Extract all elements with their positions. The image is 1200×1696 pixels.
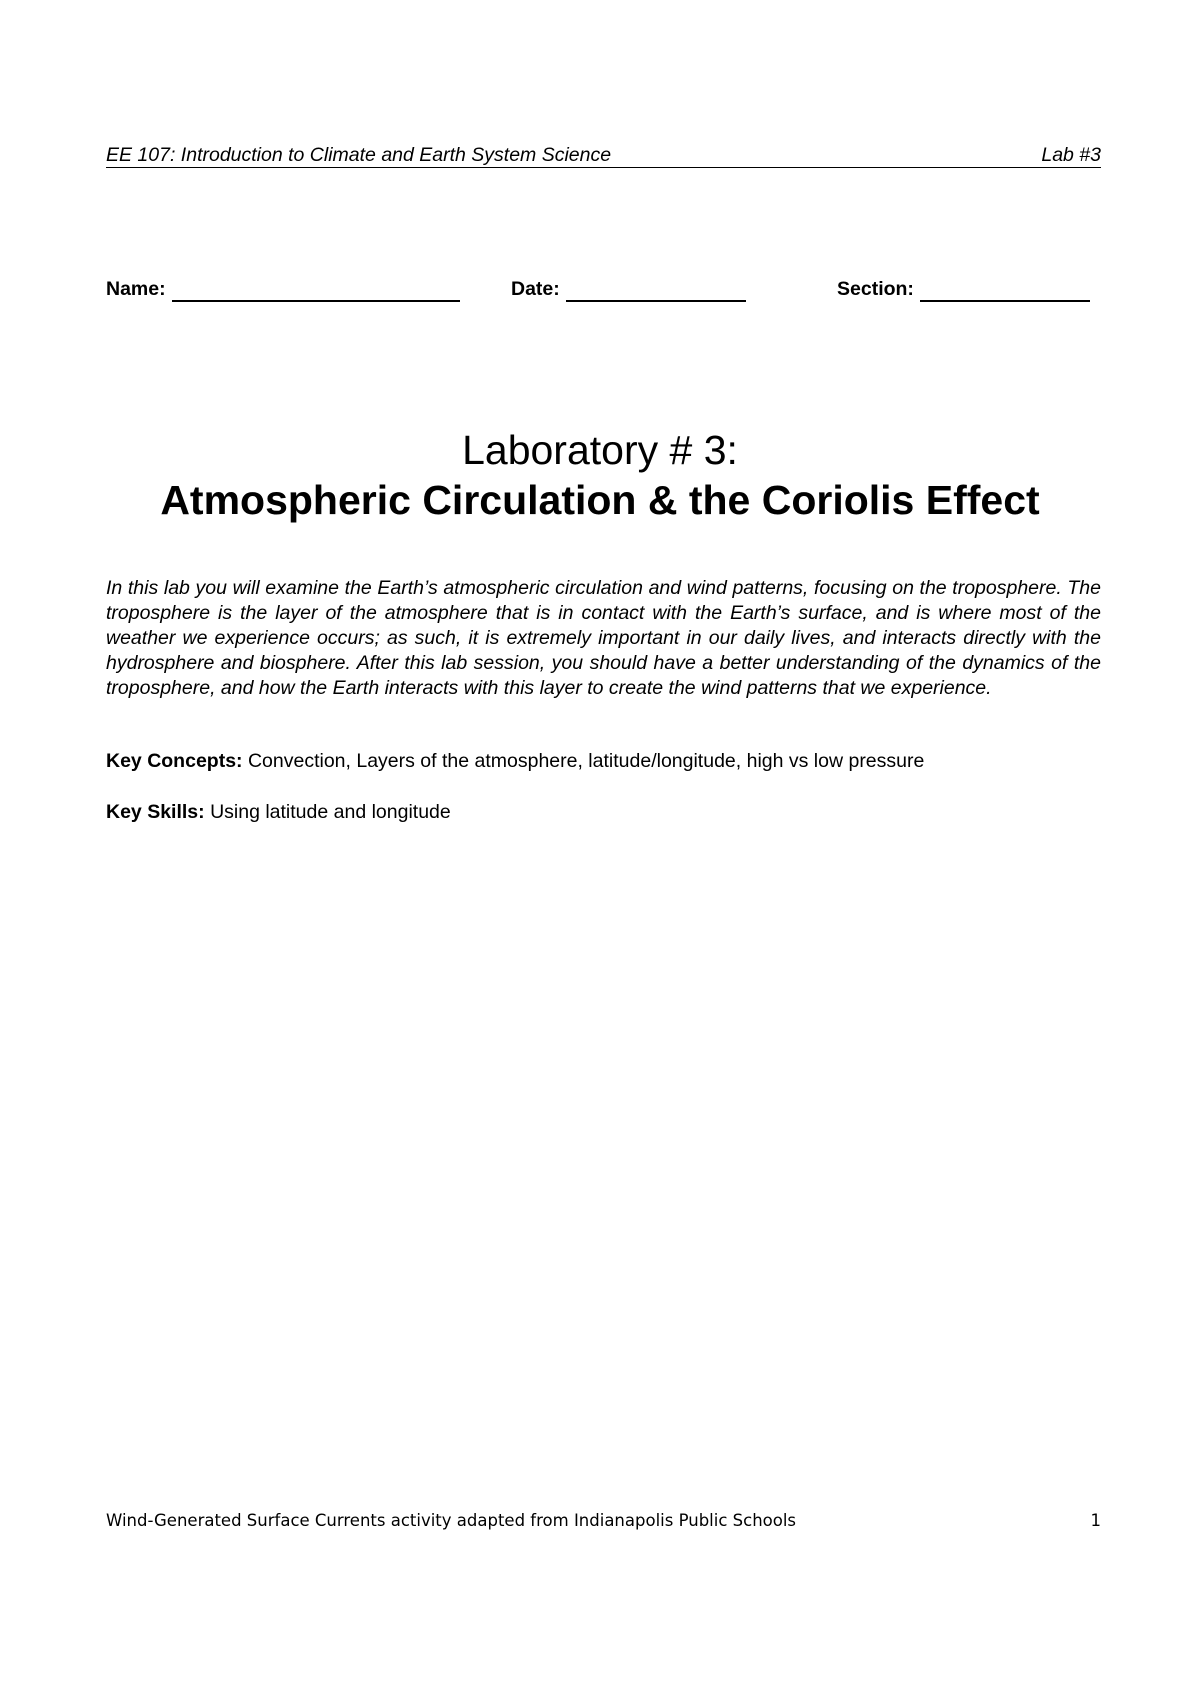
key-skills-label: Key Skills:	[106, 801, 205, 823]
section-blank[interactable]	[920, 280, 1090, 302]
date-label: Date:	[511, 278, 560, 300]
section-field	[837, 276, 1090, 302]
name-label: Name:	[106, 278, 166, 300]
key-concepts	[106, 749, 1101, 774]
date-field	[511, 276, 746, 302]
key-skills	[106, 800, 1101, 825]
lab-title: Laboratory # 3:	[462, 427, 738, 473]
page-footer	[106, 1510, 1101, 1532]
key-concepts-label: Key Concepts:	[106, 750, 243, 772]
key-concepts-text: Convection, Layers of the atmosphere, latitude/longitude, high vs low pressure	[247, 750, 925, 772]
section-label: Section:	[837, 278, 914, 300]
name-field	[106, 276, 460, 302]
intro-paragraph: In this lab you will examine the Earth’s atmospheric circulation and wind patterns, focusing on the troposphere. The troposphere is the layer of the atmosphere that is in contact with the Earth’s surface, and is where most of the weather we experience occurs; as such, it is extremely important in our daily lives, and interacts directly with the hydrosphere and biosphere. After this lab session, you should have a better understanding of the dynamics of the troposphere, and how the Earth interacts with this layer to create the wind patterns that we experience.	[106, 577, 1101, 699]
student-info-form	[106, 276, 1101, 302]
lab-number: Lab #3	[1041, 144, 1101, 166]
name-blank[interactable]	[172, 280, 460, 302]
footer-credit: Wind-Generated Surface Currents activity adapted from Indianapolis Public Schools	[106, 1511, 797, 1530]
date-blank[interactable]	[566, 280, 746, 302]
page-number: 1	[1090, 1511, 1101, 1530]
course-title: EE 107: Introduction to Climate and Earth System Science	[106, 144, 612, 166]
lab-subtitle: Atmospheric Circulation & the Coriolis Effect	[160, 477, 1040, 523]
key-skills-text: Using latitude and longitude	[210, 801, 451, 823]
page-header	[106, 143, 1101, 168]
